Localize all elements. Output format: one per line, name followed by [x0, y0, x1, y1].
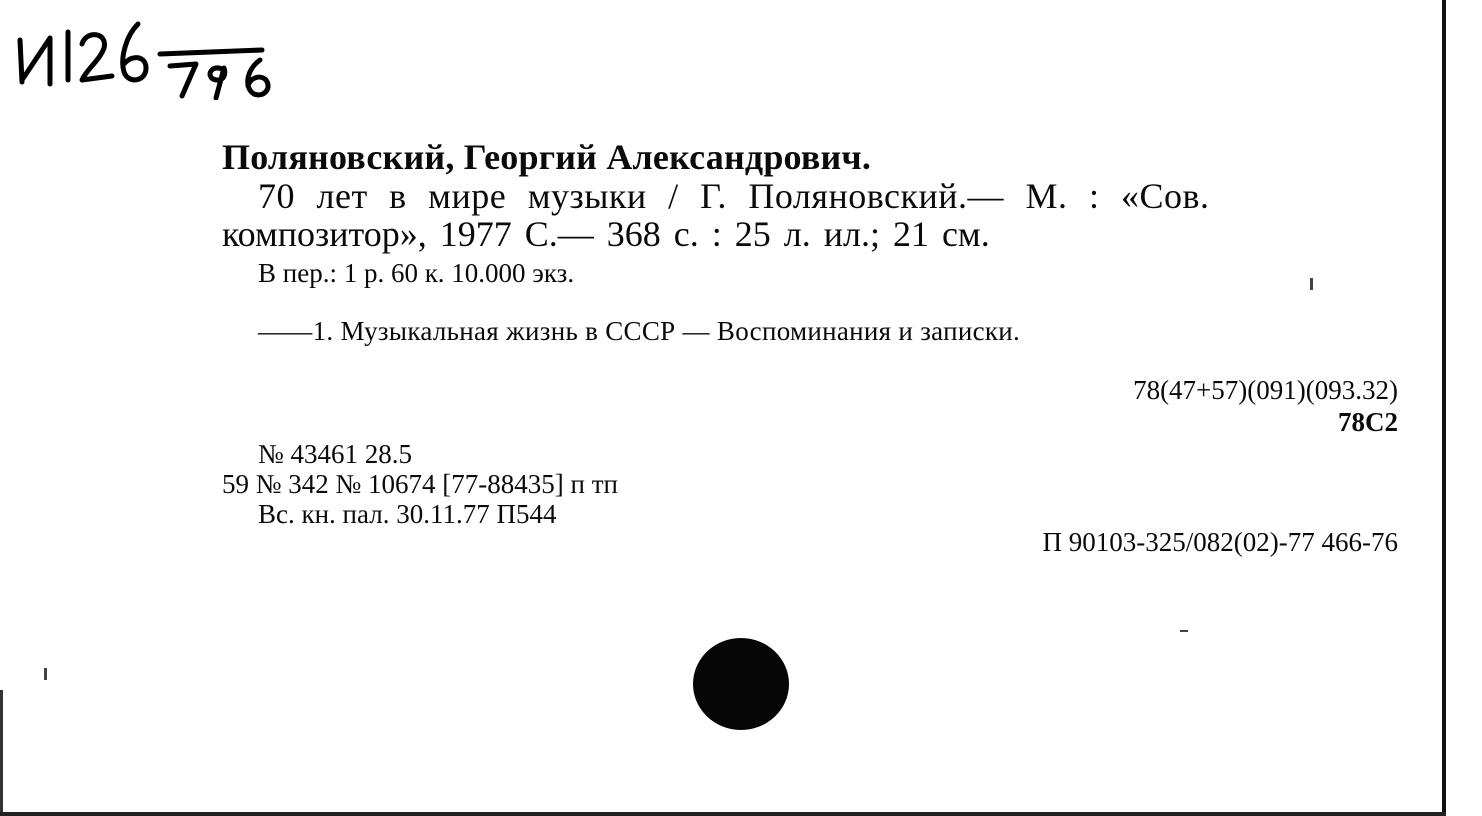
classification-code-1: 78(47+57)(091)(093.32) [1133, 375, 1398, 405]
card-bottom-edge [0, 812, 1446, 816]
scan-speck [1180, 630, 1188, 632]
punch-hole [693, 638, 789, 730]
title-line-1: 70 лет в мире музыки / Г. Поляновский.— М. : «Сов. [258, 176, 1210, 216]
subject-line: ——1. Музыкальная жизнь в СССР — Воспоминания и записки. [258, 316, 1021, 346]
scan-speck [1310, 278, 1313, 290]
number-line-1: № 43461 28.5 [258, 439, 413, 469]
scan-speck [44, 668, 47, 680]
handwritten-call-number [10, 10, 280, 100]
title-line-2: композитор», 1977 С.— 368 с. : 25 л. ил.; 21 см. [222, 214, 990, 254]
number-line-3: Вс. кн. пал. 30.11.77 П544 [258, 499, 557, 529]
publisher-code: П 90103-325/082(02)-77 466-76 [1042, 527, 1398, 557]
price-line: В пер.: 1 р. 60 к. 10.000 экз. [258, 258, 575, 288]
card-right-edge [1442, 0, 1446, 816]
classification-code-2: 78С2 [1338, 407, 1398, 437]
author-heading: Поляновский, Георгий Александрович. [222, 137, 872, 177]
number-line-2: 59 № 342 № 10674 [77-88435] п тп [222, 469, 618, 499]
card-left-edge [0, 690, 3, 812]
